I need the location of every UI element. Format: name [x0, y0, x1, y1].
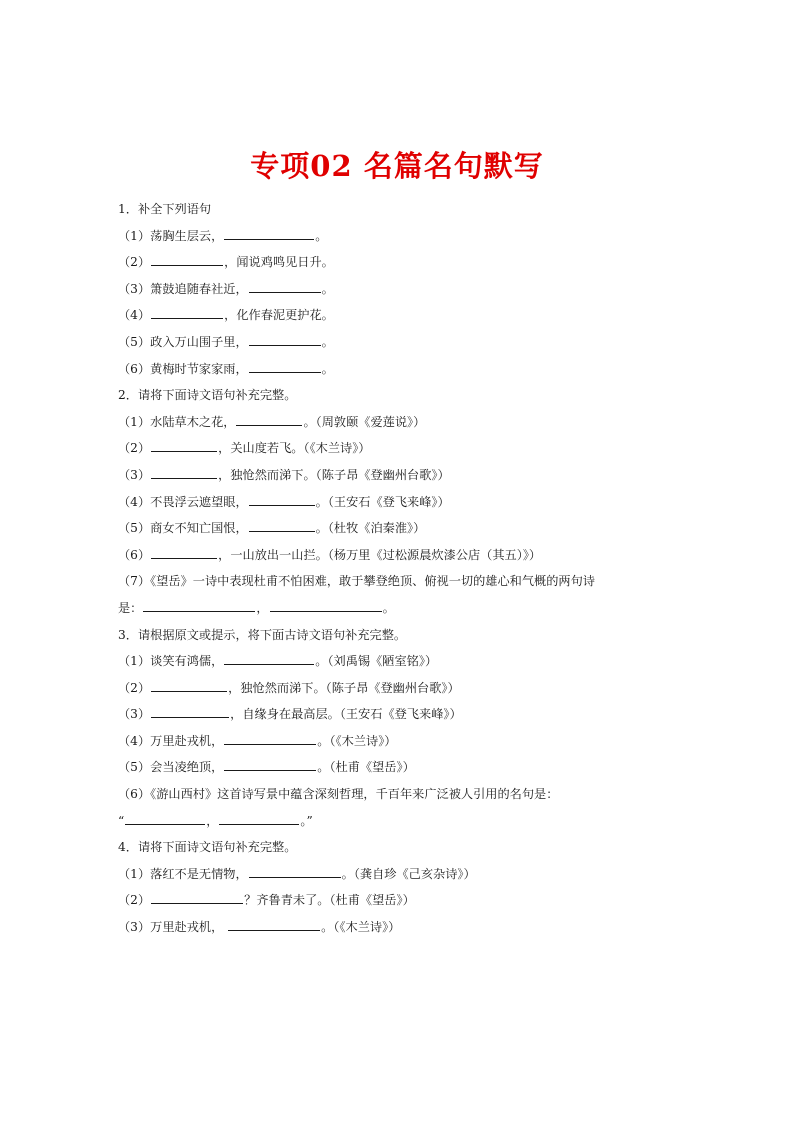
answer-blank[interactable] [249, 493, 315, 506]
line-text: ，一山放出一山拦。（杨万里《过松源晨炊漆公店（其五）》） [218, 547, 542, 562]
answer-blank[interactable] [125, 812, 205, 825]
line-text: 。（龚自珍《己亥杂诗》） [341, 866, 476, 881]
question-item [118, 754, 718, 781]
line-text: （3）万里赴戎机， [118, 920, 228, 935]
answer-blank[interactable] [224, 227, 314, 240]
line-text: ？齐鲁青未了。（杜甫《望岳》） [244, 893, 415, 908]
question-item [118, 462, 718, 489]
line-text: （1）落红不是无情物， [118, 866, 248, 881]
line-text: 。 [321, 361, 334, 376]
line-text: 。（杜牧《泊秦淮》） [315, 521, 426, 536]
line-text: ，闻说鸡鸣见日升。 [224, 255, 334, 270]
question-item [118, 675, 718, 702]
line-text: （6）黄梅时节家家雨， [118, 361, 248, 376]
question-item [118, 515, 718, 542]
answer-blank[interactable] [249, 865, 341, 878]
line-text: （4）不畏浮云遮望眼， [118, 494, 248, 509]
line-text: ，独怆然而涕下。（陈子昂《登幽州台歌》） [228, 680, 460, 695]
question-item [118, 435, 718, 462]
line-text: （4）万里赴戎机， [118, 733, 224, 748]
answer-blank[interactable] [151, 705, 229, 718]
question-item [118, 542, 718, 569]
question-item [118, 648, 718, 675]
answer-blank[interactable] [249, 360, 321, 373]
item-continuation [118, 808, 718, 835]
answer-blank[interactable] [224, 758, 316, 771]
question-heading [118, 834, 718, 861]
question-item [118, 249, 718, 276]
line-text: 。 [382, 600, 395, 615]
line-text: ， [206, 813, 219, 828]
question-item [118, 356, 718, 383]
line-text: 。（杜甫《望岳》） [317, 760, 415, 775]
question-list [118, 196, 718, 941]
line-text: 。（刘禹锡《陋室铭》） [315, 654, 438, 669]
answer-blank[interactable] [249, 519, 315, 532]
line-text: （5）商女不知亡国恨， [118, 521, 248, 536]
line-text: （4） [118, 308, 151, 323]
answer-blank[interactable] [151, 546, 217, 559]
answer-blank[interactable] [151, 891, 243, 904]
question-item [118, 223, 718, 250]
line-text: （1）荡胸生层云， [118, 228, 224, 243]
question-heading [118, 622, 718, 649]
question-item [118, 568, 718, 595]
line-text: （2） [118, 255, 151, 270]
question-item [118, 329, 718, 356]
line-text: 1．补全下列语句 [118, 202, 212, 216]
answer-blank[interactable] [224, 652, 314, 665]
answer-blank[interactable] [249, 280, 321, 293]
line-text: 。 [315, 228, 328, 243]
line-text: 。 [321, 334, 334, 349]
line-text: 。（王安石《登飞来峰》） [315, 494, 450, 509]
line-text: （3） [118, 467, 151, 482]
line-text: ，关山度若飞。（《木兰诗》） [218, 441, 371, 456]
question-item [118, 276, 718, 303]
question-item [118, 409, 718, 436]
line-text: ，独怆然而涕下。（陈子昂《登幽州台歌》） [218, 467, 450, 482]
question-item [118, 302, 718, 329]
answer-blank[interactable] [151, 439, 217, 452]
line-text: （5）政入万山围子里， [118, 334, 248, 349]
question-heading [118, 382, 718, 409]
answer-blank[interactable] [224, 732, 316, 745]
line-text: 。（《木兰诗》） [317, 733, 397, 748]
line-text: 。（周敦颐《爱莲说》） [303, 414, 426, 429]
question-item [118, 914, 718, 941]
question-item [118, 781, 718, 808]
line-text: 。 [321, 281, 334, 296]
answer-blank[interactable] [151, 679, 227, 692]
line-text: （2） [118, 893, 151, 908]
line-text: （6） [118, 547, 151, 562]
line-text: 。（《木兰诗》） [321, 920, 401, 935]
question-item [118, 489, 718, 516]
line-text: ，自缘身在最高层。（王安石《登飞来峰》） [230, 707, 462, 722]
item-continuation [118, 595, 718, 622]
question-item [118, 728, 718, 755]
line-text: （6）《游山西村》这首诗写景中蕴含深刻哲理，千百年来广泛被人引用的名句是： [118, 787, 559, 802]
line-text: ， [256, 600, 269, 615]
line-text: （7）《望岳》一诗中表现杜甫不怕困难，敢于攀登绝顶、俯视一切的雄心和气概的两句诗 [118, 574, 595, 589]
answer-blank[interactable] [249, 333, 321, 346]
answer-blank[interactable] [228, 918, 320, 931]
line-text: 是： [118, 600, 143, 615]
line-text: （2） [118, 680, 151, 695]
answer-blank[interactable] [236, 413, 302, 426]
line-text: （1）谈笑有鸿儒， [118, 654, 224, 669]
answer-blank[interactable] [219, 812, 299, 825]
answer-blank[interactable] [151, 253, 223, 266]
question-heading [118, 196, 718, 223]
line-text: 2．请将下面诗文语句补充完整。 [118, 388, 297, 403]
line-text: 。” [300, 813, 313, 828]
page-title: 专项02 名篇名句默写 [250, 149, 544, 183]
line-text: 3．请根据原文或提示，将下面古诗文语句补充完整。 [118, 627, 407, 642]
line-text: 4．请将下面诗文语句补充完整。 [118, 840, 297, 855]
line-text: （1）水陆草木之花， [118, 414, 236, 429]
line-text: （5）会当凌绝顶， [118, 760, 224, 775]
line-text: ，化作春泥更护花。 [224, 308, 334, 323]
question-item [118, 887, 718, 914]
question-item [118, 861, 718, 888]
answer-blank[interactable] [270, 599, 382, 612]
line-text: （3） [118, 707, 151, 722]
answer-blank[interactable] [151, 466, 217, 479]
answer-blank[interactable] [151, 306, 223, 319]
question-item [118, 701, 718, 728]
line-text: （2） [118, 441, 151, 456]
answer-blank[interactable] [143, 599, 255, 612]
line-text: （3）箫鼓追随春社近， [118, 281, 248, 296]
line-text: “ [118, 813, 125, 828]
